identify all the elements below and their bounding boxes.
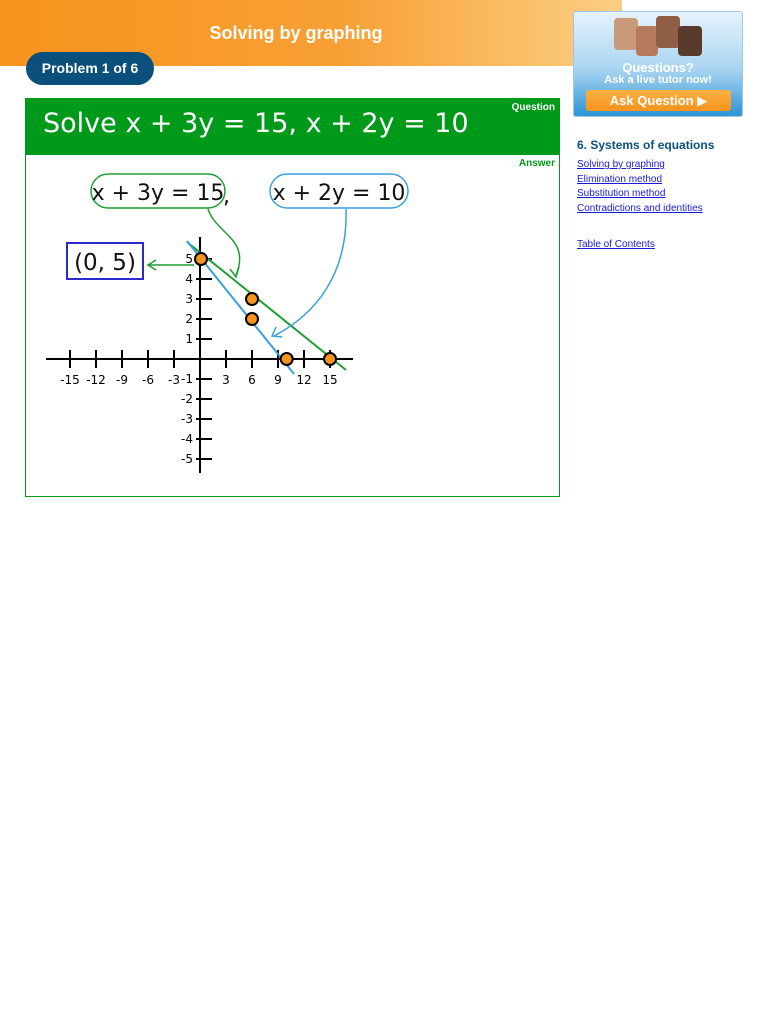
eq-comma: , — [223, 184, 230, 209]
tutor-avatar — [636, 26, 658, 56]
link-table-of-contents[interactable]: Table of Contents — [577, 239, 655, 250]
link-elimination-method[interactable]: Elimination method — [577, 174, 663, 185]
ad-subtitle: Ask a live tutor now! — [604, 74, 712, 86]
y-tick-label: -2 — [181, 392, 193, 406]
page-title: Solving by graphing — [209, 23, 383, 43]
graph-point — [246, 313, 258, 325]
x-tick-label: 3 — [222, 373, 230, 387]
eq2-arrow — [274, 209, 346, 336]
solution-label: (0, 5) — [74, 250, 136, 276]
y-tick-label: 4 — [185, 272, 193, 286]
tutor-avatar — [614, 18, 638, 50]
graph-point — [281, 353, 293, 365]
y-tick-label: 5 — [185, 252, 193, 266]
problem-counter-badge: Problem 1 of 6 — [26, 52, 154, 85]
ad-title: Questions? — [622, 60, 694, 75]
x-tick-label: -6 — [142, 373, 154, 387]
graph-point — [195, 253, 207, 265]
x-tick-label: 12 — [296, 373, 312, 387]
graph-point — [324, 353, 336, 365]
x-tick-label: 6 — [248, 373, 256, 387]
question-panel — [25, 98, 560, 497]
y-tick-label: -5 — [181, 452, 193, 466]
x-tick-label: -3 — [168, 373, 180, 387]
question-text: Solve x + 3y = 15, x + 2y = 10 — [43, 108, 469, 139]
link-substitution-method[interactable]: Substitution method — [577, 188, 666, 199]
answer-graph — [26, 99, 561, 498]
x-tick-label: -9 — [116, 373, 128, 387]
tutor-avatar — [656, 16, 680, 48]
y-tick-label: 3 — [185, 292, 193, 306]
y-tick-label: 2 — [185, 312, 193, 326]
ask-tutor-ad[interactable] — [573, 11, 743, 117]
line-eq1 — [187, 242, 346, 370]
ask-question-button[interactable]: Ask Question ▶ — [586, 90, 731, 111]
x-ticks — [60, 350, 337, 387]
eq2-label: x + 2y = 10 — [272, 181, 406, 206]
x-tick-label: -12 — [86, 373, 106, 387]
x-tick-label: -15 — [60, 373, 80, 387]
graph-point — [246, 293, 258, 305]
x-tick-label: 15 — [322, 373, 338, 387]
answer-tag: Answer — [518, 158, 555, 169]
y-tick-label: -4 — [181, 432, 193, 446]
y-tick-label: -3 — [181, 412, 193, 426]
eq1-label: x + 3y = 15 — [91, 181, 225, 206]
intercept-points — [195, 253, 336, 365]
tutor-avatar — [678, 26, 702, 56]
question-tag: Question — [511, 102, 555, 113]
x-tick-label: 9 — [274, 373, 282, 387]
y-tick-label: -1 — [181, 372, 193, 386]
eq1-arrow — [208, 209, 240, 275]
y-tick-label: 1 — [185, 332, 193, 346]
link-solving-by-graphing[interactable]: Solving by graphing — [577, 159, 665, 170]
section-title: 6. Systems of equations — [577, 138, 715, 152]
link-contradictions-identities[interactable]: Contradictions and identities — [577, 203, 703, 214]
